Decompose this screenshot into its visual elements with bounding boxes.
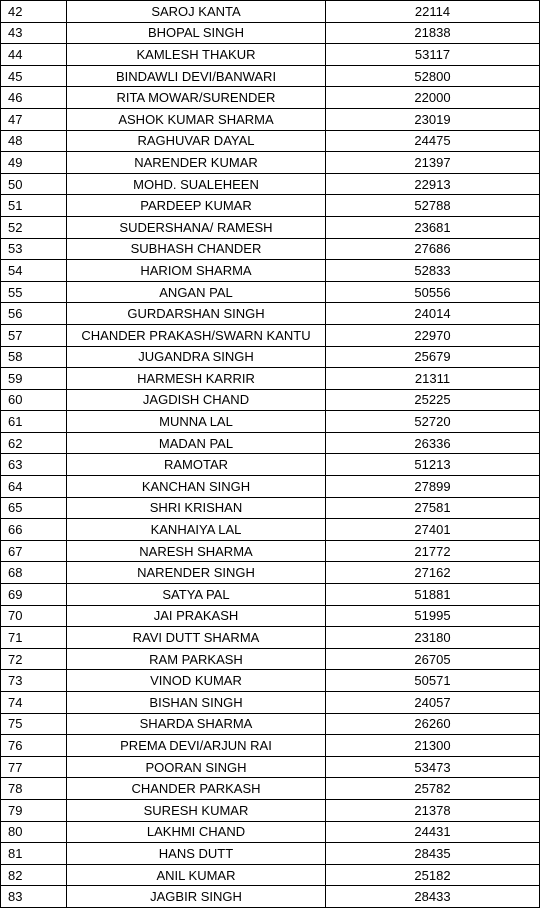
serial-number-cell: 78: [1, 778, 67, 800]
name-cell: SAROJ KANTA: [67, 1, 326, 23]
table-row: [1, 65, 540, 87]
number-cell: 25782: [326, 778, 540, 800]
name-cell: CHANDER PARKASH: [67, 778, 326, 800]
name-cell: RAM PARKASH: [67, 648, 326, 670]
table-row: [1, 886, 540, 908]
table-row: [1, 368, 540, 390]
table-row: [1, 864, 540, 886]
number-cell: 23180: [326, 627, 540, 649]
serial-number-cell: 81: [1, 843, 67, 865]
number-cell: 21311: [326, 368, 540, 390]
table-row: [1, 1, 540, 23]
serial-number-cell: 72: [1, 648, 67, 670]
table-row: [1, 627, 540, 649]
name-cell: PARDEEP KUMAR: [67, 195, 326, 217]
name-cell: JAGDISH CHAND: [67, 389, 326, 411]
name-cell: HANS DUTT: [67, 843, 326, 865]
name-cell: JAI PRAKASH: [67, 605, 326, 627]
number-cell: 52788: [326, 195, 540, 217]
name-cell: RAVI DUTT SHARMA: [67, 627, 326, 649]
name-cell: SURESH KUMAR: [67, 799, 326, 821]
serial-number-cell: 61: [1, 411, 67, 433]
number-cell: 22114: [326, 1, 540, 23]
number-cell: 21300: [326, 735, 540, 757]
serial-number-cell: 77: [1, 756, 67, 778]
serial-number-cell: 62: [1, 432, 67, 454]
number-cell: 27581: [326, 497, 540, 519]
name-cell: MADAN PAL: [67, 432, 326, 454]
serial-number-cell: 58: [1, 346, 67, 368]
table-row: [1, 195, 540, 217]
number-cell: 24475: [326, 130, 540, 152]
number-cell: 53117: [326, 44, 540, 66]
number-cell: 27401: [326, 519, 540, 541]
name-cell: RAMOTAR: [67, 454, 326, 476]
serial-number-cell: 66: [1, 519, 67, 541]
number-cell: 25225: [326, 389, 540, 411]
table-row: [1, 432, 540, 454]
table-row: [1, 692, 540, 714]
number-cell: 52833: [326, 260, 540, 282]
name-cell: ANGAN PAL: [67, 281, 326, 303]
table-row: [1, 108, 540, 130]
table-row: [1, 411, 540, 433]
serial-number-cell: 74: [1, 692, 67, 714]
number-cell: 21838: [326, 22, 540, 44]
name-cell: HARIOM SHARMA: [67, 260, 326, 282]
number-cell: 25679: [326, 346, 540, 368]
name-cell: SUDERSHANA/ RAMESH: [67, 216, 326, 238]
number-cell: 26705: [326, 648, 540, 670]
name-cell: LAKHMI CHAND: [67, 821, 326, 843]
serial-number-cell: 79: [1, 799, 67, 821]
number-cell: 21772: [326, 540, 540, 562]
number-cell: 22970: [326, 324, 540, 346]
table-row: [1, 843, 540, 865]
name-cell: GURDARSHAN SINGH: [67, 303, 326, 325]
serial-number-cell: 54: [1, 260, 67, 282]
serial-number-cell: 70: [1, 605, 67, 627]
name-cell: HARMESH KARRIR: [67, 368, 326, 390]
table-row: [1, 605, 540, 627]
serial-number-cell: 45: [1, 65, 67, 87]
serial-number-cell: 64: [1, 476, 67, 498]
table-row: [1, 216, 540, 238]
number-cell: 22000: [326, 87, 540, 109]
serial-number-cell: 42: [1, 1, 67, 23]
number-cell: 50571: [326, 670, 540, 692]
serial-number-cell: 50: [1, 173, 67, 195]
number-cell: 21378: [326, 799, 540, 821]
table-body: [1, 1, 540, 908]
name-cell: SATYA PAL: [67, 584, 326, 606]
serial-number-cell: 49: [1, 152, 67, 174]
name-cell: MOHD. SUALEHEEN: [67, 173, 326, 195]
name-cell: RITA MOWAR/SURENDER: [67, 87, 326, 109]
serial-number-cell: 76: [1, 735, 67, 757]
number-cell: 51881: [326, 584, 540, 606]
name-cell: ANIL KUMAR: [67, 864, 326, 886]
table-row: [1, 173, 540, 195]
table-row: [1, 584, 540, 606]
serial-number-cell: 51: [1, 195, 67, 217]
table-row: [1, 540, 540, 562]
name-cell: VINOD KUMAR: [67, 670, 326, 692]
number-cell: 52800: [326, 65, 540, 87]
number-cell: 53473: [326, 756, 540, 778]
table-row: [1, 87, 540, 109]
serial-number-cell: 55: [1, 281, 67, 303]
serial-number-cell: 67: [1, 540, 67, 562]
number-cell: 28435: [326, 843, 540, 865]
number-cell: 25182: [326, 864, 540, 886]
table-row: [1, 799, 540, 821]
number-cell: 27162: [326, 562, 540, 584]
table-row: [1, 756, 540, 778]
serial-number-cell: 56: [1, 303, 67, 325]
table-row: [1, 778, 540, 800]
number-cell: 27686: [326, 238, 540, 260]
serial-number-cell: 59: [1, 368, 67, 390]
number-cell: 24057: [326, 692, 540, 714]
name-cell: SHRI KRISHAN: [67, 497, 326, 519]
serial-number-cell: 83: [1, 886, 67, 908]
number-cell: 52720: [326, 411, 540, 433]
name-cell: BISHAN SINGH: [67, 692, 326, 714]
number-cell: 28433: [326, 886, 540, 908]
serial-number-cell: 46: [1, 87, 67, 109]
number-cell: 22913: [326, 173, 540, 195]
serial-number-cell: 68: [1, 562, 67, 584]
number-cell: 23019: [326, 108, 540, 130]
name-cell: BHOPAL SINGH: [67, 22, 326, 44]
serial-number-cell: 82: [1, 864, 67, 886]
name-cell: SHARDA SHARMA: [67, 713, 326, 735]
name-cell: KANCHAN SINGH: [67, 476, 326, 498]
serial-number-cell: 71: [1, 627, 67, 649]
table-row: [1, 152, 540, 174]
name-cell: NARESH SHARMA: [67, 540, 326, 562]
table-row: [1, 260, 540, 282]
table-row: [1, 130, 540, 152]
number-cell: 51213: [326, 454, 540, 476]
table-row: [1, 670, 540, 692]
table-row: [1, 303, 540, 325]
table-row: [1, 519, 540, 541]
name-cell: KANHAIYA LAL: [67, 519, 326, 541]
name-cell: KAMLESH THAKUR: [67, 44, 326, 66]
number-cell: 51995: [326, 605, 540, 627]
name-cell: SUBHASH CHANDER: [67, 238, 326, 260]
name-cell: ASHOK KUMAR SHARMA: [67, 108, 326, 130]
number-cell: 27899: [326, 476, 540, 498]
table-row: [1, 389, 540, 411]
serial-number-cell: 57: [1, 324, 67, 346]
table-row: [1, 324, 540, 346]
serial-number-cell: 63: [1, 454, 67, 476]
serial-number-cell: 47: [1, 108, 67, 130]
number-cell: 26336: [326, 432, 540, 454]
name-cell: JAGBIR SINGH: [67, 886, 326, 908]
serial-number-cell: 48: [1, 130, 67, 152]
name-cell: MUNNA LAL: [67, 411, 326, 433]
number-cell: 21397: [326, 152, 540, 174]
name-cell: BINDAWLI DEVI/BANWARI: [67, 65, 326, 87]
table-row: [1, 713, 540, 735]
serial-number-cell: 69: [1, 584, 67, 606]
table-row: [1, 346, 540, 368]
serial-number-cell: 53: [1, 238, 67, 260]
table-row: [1, 238, 540, 260]
serial-number-cell: 60: [1, 389, 67, 411]
serial-number-cell: 80: [1, 821, 67, 843]
name-cell: CHANDER PRAKASH/SWARN KANTU: [67, 324, 326, 346]
number-cell: 24431: [326, 821, 540, 843]
table-row: [1, 821, 540, 843]
serial-number-cell: 44: [1, 44, 67, 66]
table-row: [1, 44, 540, 66]
serial-number-cell: 52: [1, 216, 67, 238]
table-row: [1, 22, 540, 44]
serial-number-cell: 73: [1, 670, 67, 692]
table-row: [1, 648, 540, 670]
table-row: [1, 735, 540, 757]
name-cell: JUGANDRA SINGH: [67, 346, 326, 368]
serial-number-cell: 43: [1, 22, 67, 44]
serial-number-cell: 65: [1, 497, 67, 519]
name-cell: RAGHUVAR DAYAL: [67, 130, 326, 152]
number-cell: 50556: [326, 281, 540, 303]
name-cell: NARENDER KUMAR: [67, 152, 326, 174]
table-row: [1, 454, 540, 476]
serial-number-cell: 75: [1, 713, 67, 735]
number-cell: 24014: [326, 303, 540, 325]
number-cell: 26260: [326, 713, 540, 735]
table-row: [1, 281, 540, 303]
name-cell: POORAN SINGH: [67, 756, 326, 778]
name-cell: NARENDER SINGH: [67, 562, 326, 584]
table-row: [1, 476, 540, 498]
table-row: [1, 497, 540, 519]
name-cell: PREMA DEVI/ARJUN RAI: [67, 735, 326, 757]
number-cell: 23681: [326, 216, 540, 238]
table-row: [1, 562, 540, 584]
